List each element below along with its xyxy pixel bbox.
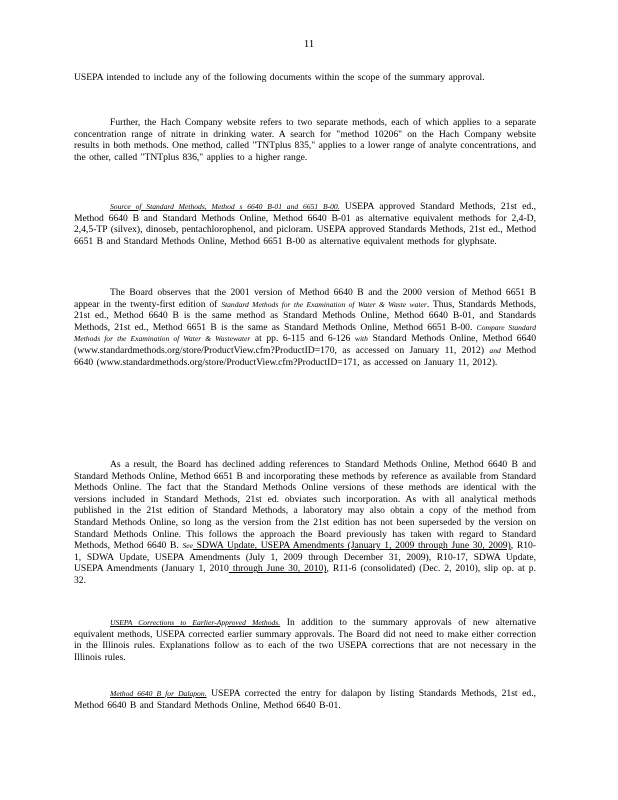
paragraph-hach-website: Further, the Hach Company website refers to two separate methods, each of which applies to a separate concentration range of nitrate in drinking water. A search for "method 10206" on the Hach Company website results in both methods. One method, called "TNTplus 835," applies to a lower range of analyte concentrations, and the other, called "TNTplus 836," applies to a higher range. [74,117,536,163]
page-number: 11 [303,38,315,50]
paragraph-source-methods: Source of Standard Methods, Method s 6640 B-01 and 6651 B-00. USEPA approved Standard Methods, 21st ed., Method 6640 B and Standard Methods Online, Method 6640 B-01 as alternative equivalent methods for 2,4-D, 2,4,5-TP (silvex), dinoseb, pentachlorophenol, and picloram. USEPA approved Standards Methods, 21st ed., Method 6651 B and Standard Methods Online, Method 6651 B-00 as alternative equivalent methods for glyphsate. [74,201,536,247]
paragraph-dalapon: Method 6640 B for Dalapon. USEPA corrected the entry for dalapon by listing Standards Methods, 21st ed., Method 6640 B and Standard Methods Online, Method 6640 B-01. [74,688,536,711]
paragraph-usepa-corrections: USEPA Corrections to Earlier-Approved Methods. In addition to the summary approvals of new alternative equivalent methods, USEPA corrected earlier summary approvals. The Board did not need to make either correction in the Illinois rules. Explanations follow as to each of the two USEPA corrections that are not necessary in the Illinois rules. [74,617,536,663]
paragraph-board-observes: The Board observes that the 2001 version of Method 6640 B and the 2000 version of Method 6651 B appear in the twenty-first edition of Standard Methods for the Examination of Water & Waste water. Thus, Standards Methods, 21st ed., Method 6640 B is the same method as Standard Methods Online, Method 6640 B-01, and Standards Methods, 21st ed., Method 6651 B is the same as Standard Methods Online, Method 6651 B-00. Compare Standard Methods for the Examination of Water & Wastewater at pp. 6-115 and 6-126 with Standard Methods Online, Method 6640 (www.standardmethods.org/store/ProductView.cfm?ProductID=170, as accessed on January 11, 2012) and Method 6640 (www.standardmethods.org/store/ProductView.cfm?ProductID=171, as accessed on January 11, 2012). [74,287,537,368]
paragraph-as-a-result: As a result, the Board has declined adding references to Standard Methods Online, Method 6640 B and Standard Methods Online, Method 6651 B and incorporating these methods by reference as available from Standard Methods Online. The fact that the Standard Methods Online versions of these methods are identical with the versions included in Standard Methods, 21st ed. obviates such incorporation. As with all analytical methods published in the 21st edition of Standard Methods, a laboratory may also obtain a copy of the method from Standard Methods Online, so long as the version from the 21st edition has not been superseded by the version on Standard Methods Online. This follows the approach the Board previously has taken with regard to Standard Methods, Method 6640 B. See SDWA Update, USEPA Amendments (January 1, 2009 through June 30, 2009), R10-1, SDWA Update, USEPA Amendments (July 1, 2009 through December 31, 2009), R10-17, SDWA Update, USEPA Amendments (January 1, 2010 through June 30, 2010), R11-6 (consolidated) (Dec. 2, 2010), slip op. at p. 32. [74,459,537,586]
section-heading-source: Source of Standard Methods, Method s 6640 B-01 and 6651 B-00. [110,202,340,211]
paragraph-scope: USEPA intended to include any of the following documents within the scope of the summary approval. [74,72,485,83]
section-heading-dalapon: Method 6640 B for Dalapon. [110,689,207,698]
section-heading-corrections: USEPA Corrections to Earlier-Approved Methods. [110,618,281,627]
